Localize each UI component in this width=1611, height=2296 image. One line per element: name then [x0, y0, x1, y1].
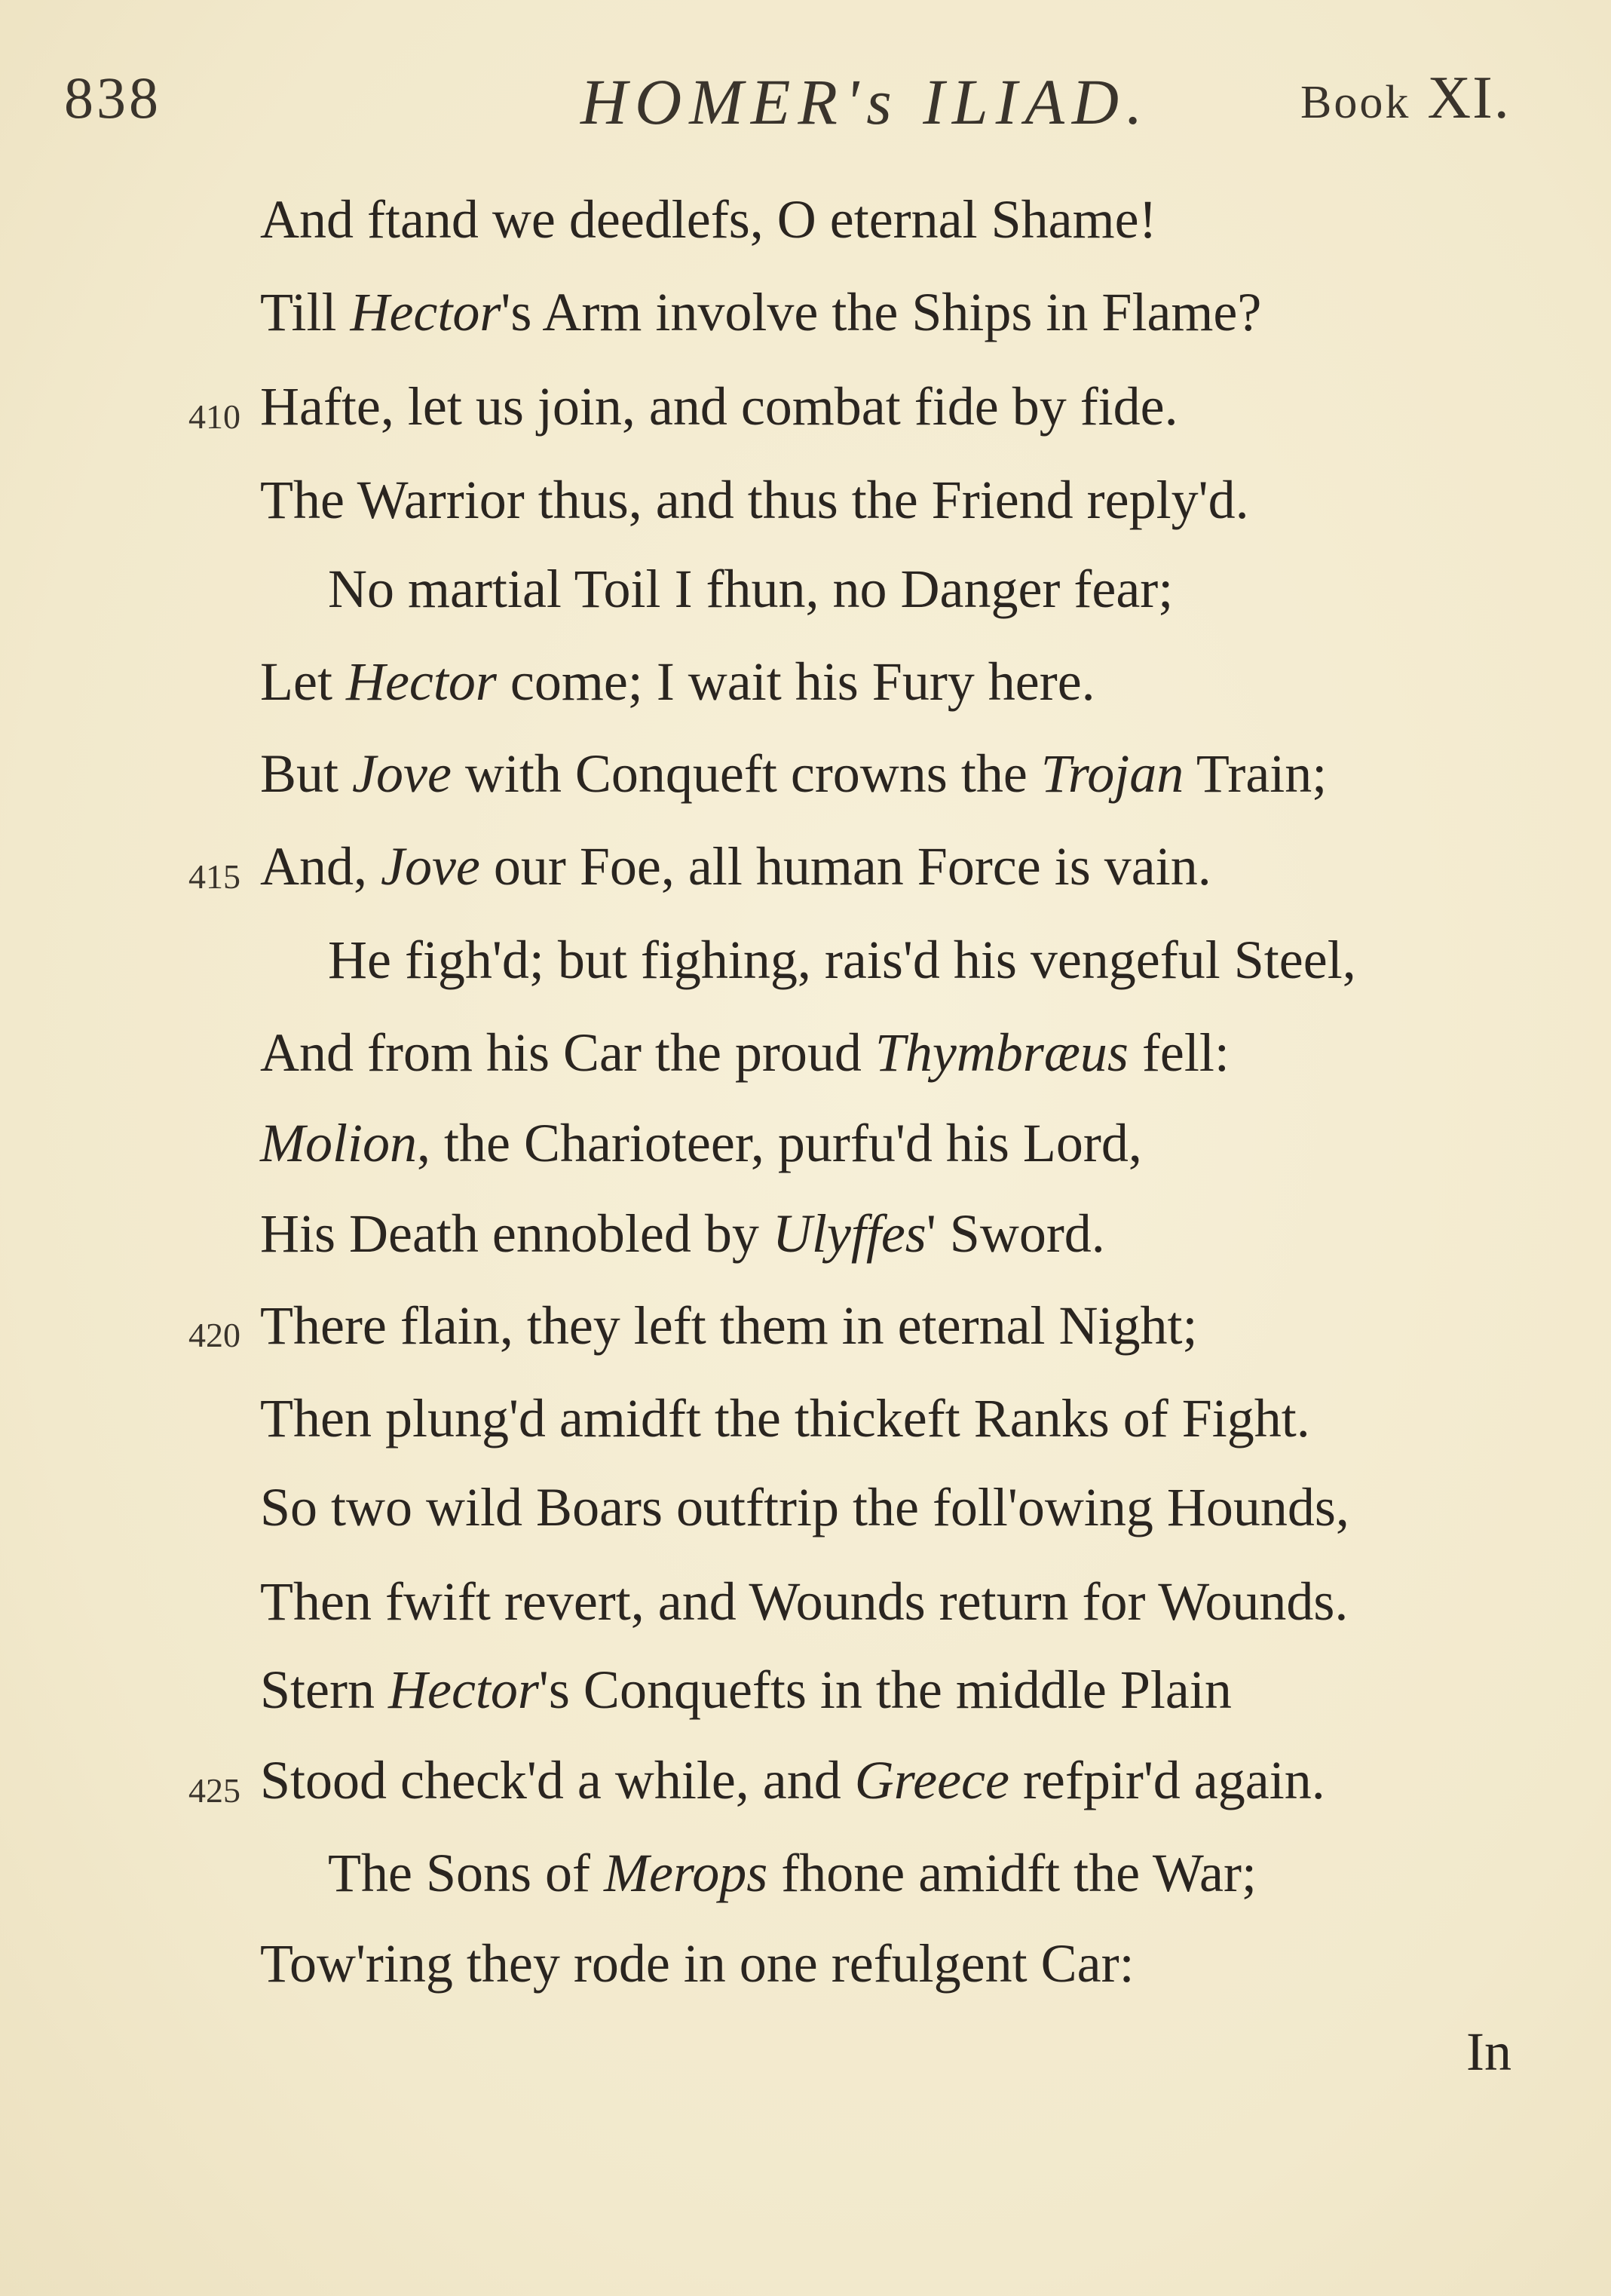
verse-line: Stood check'd a while, and Greece refpir'd again. [260, 1750, 1325, 1810]
line-number: 410 [188, 397, 240, 436]
italic-name: Trojan [1040, 743, 1184, 804]
line-number: 415 [188, 857, 240, 896]
line-number: 420 [188, 1316, 240, 1354]
verse-line: And, Jove our Foe, all human Force is vain. [260, 836, 1211, 897]
italic-name: Greece [854, 1750, 1009, 1810]
verse-line: Molion, the Charioteer, purfu'd his Lord, [260, 1113, 1142, 1173]
catchword: In [1466, 2022, 1511, 2082]
italic-name: Hector [350, 282, 501, 342]
verse-line: Stern Hector's Conquefts in the middle Plain [260, 1660, 1232, 1720]
verse-line: And from his Car the proud Thymbræus fell: [260, 1022, 1230, 1083]
italic-name: Merops [603, 1843, 768, 1903]
italic-name: Hector [387, 1660, 539, 1720]
verse-line: Let Hector come; I wait his Fury here. [260, 651, 1095, 712]
verse-line: He figh'd; but fighing, rais'd his vengeful Steel, [328, 930, 1356, 990]
verse-line: So two wild Boars outftrip the foll'owing Hounds, [260, 1477, 1349, 1537]
verse-line: Then fwift revert, and Wounds return for Wounds. [260, 1571, 1349, 1632]
verse-line: Tow'ring they rode in one refulgent Car: [260, 1933, 1135, 1994]
verse-line: The Sons of Merops fhone amidft the War; [328, 1843, 1257, 1903]
italic-name: Hector [345, 651, 497, 712]
italic-name: Jove [352, 743, 452, 804]
verse-line: Hafte, let us join, and combat fide by fide. [260, 376, 1178, 437]
verse-line: There flain, they left them in eternal Night; [260, 1295, 1198, 1356]
verse-line: But Jove with Conqueft crowns the Trojan Train; [260, 743, 1328, 804]
book-label-number: XI. [1427, 65, 1511, 131]
book-label-prefix: Book [1300, 77, 1411, 128]
italic-name: Ulyffes [772, 1203, 926, 1264]
verse-line: And ftand we deedlefs, O eternal Shame! [260, 189, 1157, 250]
verse-line: His Death ennobled by Ulyffes' Sword. [260, 1203, 1105, 1264]
italic-name: Jove [381, 836, 480, 897]
verse-line: Then plung'd amidft the thickeft Ranks of Fight. [260, 1388, 1310, 1448]
verse-line: Till Hector's Arm involve the Ships in Flame? [260, 282, 1262, 342]
verse-line: The Warrior thus, and thus the Friend reply'd. [260, 470, 1249, 530]
line-number: 425 [188, 1771, 240, 1810]
verse-line: No martial Toil I fhun, no Danger fear; [328, 559, 1174, 619]
italic-name: Molion [260, 1113, 417, 1173]
running-title: HOMER's ILIAD. [580, 66, 1150, 138]
page-number: 838 [64, 65, 161, 130]
italic-name: Thymbræus [874, 1022, 1129, 1083]
